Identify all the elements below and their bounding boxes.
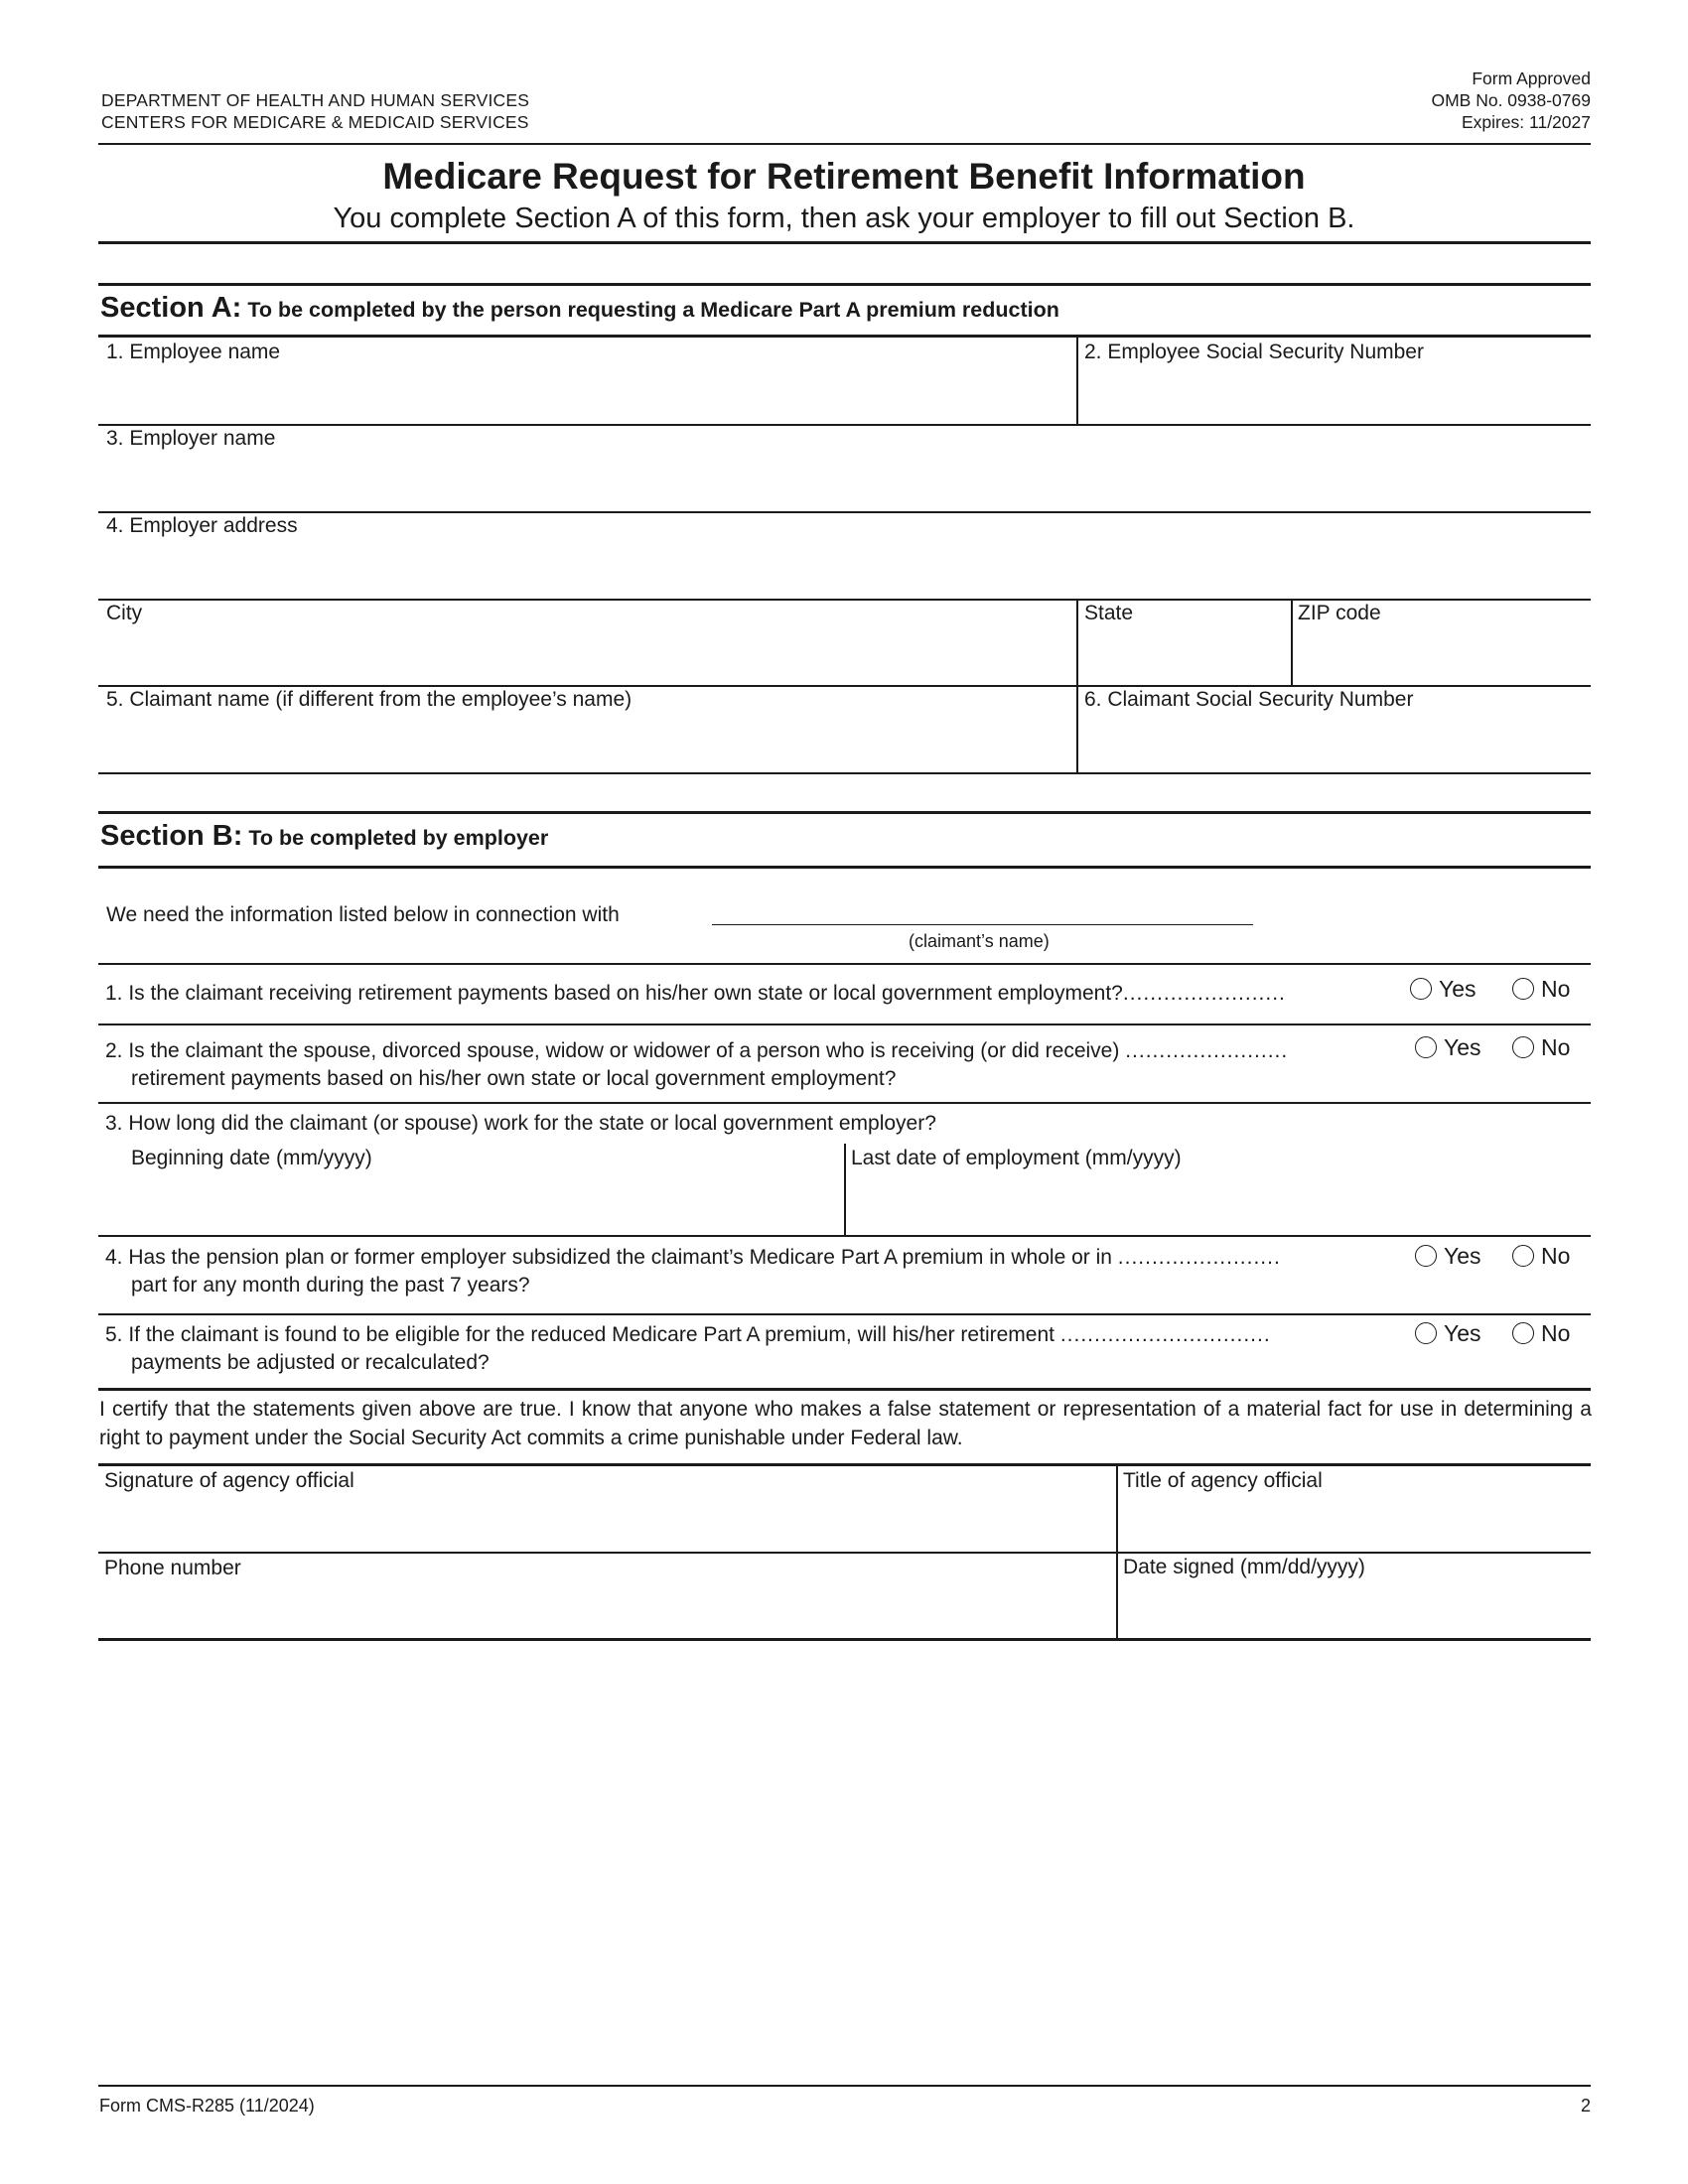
zip-code-label: ZIP code [1298, 602, 1381, 624]
q2-yes-label: Yes [1444, 1034, 1481, 1060]
radio-circle-icon[interactable] [1512, 1036, 1534, 1058]
q4-no-option[interactable] [1512, 1242, 1570, 1270]
claimant-ssn-label: 6. Claimant Social Security Number [1084, 688, 1414, 711]
question-2-leader: ........................ [1125, 1039, 1289, 1062]
section-a-head-rule [98, 335, 1591, 338]
signature-top-rule [98, 1463, 1591, 1466]
divider [1076, 686, 1078, 773]
question-4-text-line2: part for any month during the past 7 years? [131, 1274, 530, 1297]
intro-text: We need the information listed below in connection with [106, 903, 620, 926]
signature-label: Signature of agency official [104, 1469, 354, 1492]
page-subtitle: You complete Section A of this form, then ask your employer to fill out Section B. [333, 203, 1355, 234]
agency-line-1: DEPARTMENT OF HEALTH AND HUMAN SERVICES [101, 90, 530, 110]
q4-no-label: No [1541, 1243, 1571, 1269]
phone-number-label: Phone number [104, 1557, 241, 1579]
radio-circle-icon[interactable] [1410, 978, 1432, 1000]
employer-address-label: 4. Employer address [106, 514, 298, 537]
row-rule [98, 1102, 1591, 1104]
section-a-label: Section A: [100, 292, 242, 324]
section-b-heading [100, 820, 548, 853]
q2-no-label: No [1541, 1034, 1571, 1060]
row-rule [98, 511, 1591, 513]
q5-no-label: No [1541, 1320, 1571, 1346]
question-4-text-line1: 4. Has the pension plan or former employer subsidized the claimant’s Medicare Part A premium in whole or in [105, 1246, 1112, 1269]
q5-no-option[interactable] [1512, 1319, 1570, 1347]
signature-bottom-rule [98, 1638, 1591, 1641]
row-rule [98, 1235, 1591, 1237]
question-4-leader: ........................ [1117, 1246, 1281, 1269]
row-rule [98, 424, 1591, 426]
employee-name-label: 1. Employee name [106, 341, 281, 363]
question-5-text-line2: payments be adjusted or recalculated? [131, 1351, 490, 1374]
agency-block [101, 89, 529, 133]
q5-yes-option[interactable] [1415, 1319, 1481, 1347]
radio-circle-icon[interactable] [1512, 1245, 1534, 1267]
q1-no-label: No [1541, 976, 1571, 1002]
header-rule [98, 143, 1591, 145]
row-rule [98, 1552, 1591, 1554]
expiration-date: Expires: 11/2027 [1461, 112, 1591, 132]
claimant-name-caption: (claimant’s name) [909, 931, 1050, 951]
form-id: Form CMS-R285 (11/2024) [99, 2096, 315, 2116]
state-label: State [1084, 602, 1134, 624]
question-4 [105, 1244, 1281, 1299]
certification-statement: I certify that the statements given above are true. I know that anyone who makes a false statement or representation of a material fact for use in determining a right to payment under the Social Security Act commits a crime punishable under Federal law. [99, 1398, 1592, 1449]
q4-yes-option[interactable] [1415, 1242, 1481, 1270]
page-number: 2 [1580, 2096, 1591, 2116]
q1-yes-option[interactable] [1410, 975, 1477, 1003]
question-5-leader: ............................... [1059, 1323, 1271, 1346]
date-signed-label: Date signed (mm/dd/yyyy) [1123, 1556, 1365, 1578]
section-a-description: To be completed by the person requesting a Medicare Part A premium reduction [247, 298, 1059, 322]
section-b-head-rule [98, 866, 1591, 869]
question-2 [105, 1037, 1288, 1093]
question-1-text: 1. Is the claimant receiving retirement payments based on his/her own state or local government employment? [105, 982, 1123, 1005]
employee-ssn-label: 2. Employee Social Security Number [1084, 341, 1424, 363]
claimant-name-label: 5. Claimant name (if different from the employee’s name) [106, 688, 633, 711]
city-label: City [106, 602, 143, 624]
divider [1291, 599, 1293, 686]
divider [1076, 599, 1078, 686]
claimant-name-blank[interactable] [712, 924, 1253, 925]
section-a-heading [100, 292, 1059, 325]
question-2-text-line2: retirement payments based on his/her own state or local government employment? [131, 1067, 897, 1090]
section-a-top-rule [98, 283, 1591, 286]
agency-title-label: Title of agency official [1123, 1469, 1323, 1492]
radio-circle-icon[interactable] [1512, 1322, 1534, 1344]
page-title: Medicare Request for Retirement Benefit Information [382, 156, 1306, 197]
form-approved-text: Form Approved [1472, 68, 1591, 88]
q2-no-option[interactable] [1512, 1033, 1570, 1061]
question-2-text-line1: 2. Is the claimant the spouse, divorced spouse, widow or widower of a person who is receiving (or did receive) [105, 1039, 1120, 1062]
question-1-leader: ........................ [1122, 982, 1286, 1005]
q1-yes-label: Yes [1439, 976, 1477, 1002]
q5-yes-label: Yes [1444, 1320, 1481, 1346]
radio-circle-icon[interactable] [1415, 1245, 1437, 1267]
row-rule [98, 963, 1591, 965]
last-date-label: Last date of employment (mm/yyyy) [851, 1147, 1182, 1169]
divider [844, 1144, 846, 1235]
beginning-date-label: Beginning date (mm/yyyy) [131, 1147, 372, 1169]
agency-line-2: CENTERS FOR MEDICARE & MEDICAID SERVICES [101, 112, 529, 132]
section-a-bottom-rule [98, 772, 1591, 774]
row-rule [98, 1388, 1591, 1391]
radio-circle-icon[interactable] [1415, 1322, 1437, 1344]
divider [1076, 338, 1078, 425]
question-1 [105, 980, 1286, 1008]
radio-circle-icon[interactable] [1512, 978, 1534, 1000]
title-rule [98, 241, 1591, 244]
q2-yes-option[interactable] [1415, 1033, 1481, 1061]
section-b-label: Section B: [100, 820, 243, 852]
omb-number: OMB No. 0938-0769 [1431, 90, 1591, 110]
question-5-text-line1: 5. If the claimant is found to be eligible for the reduced Medicare Part A premium, will his/her retirement [105, 1323, 1055, 1346]
section-b-top-rule [98, 811, 1591, 814]
row-rule [98, 1024, 1591, 1025]
question-3-text: 3. How long did the claimant (or spouse) work for the state or local government employer? [105, 1112, 936, 1135]
question-5 [105, 1321, 1271, 1377]
section-b-description: To be completed by employer [248, 826, 549, 850]
q4-yes-label: Yes [1444, 1243, 1481, 1269]
footer-rule [98, 2085, 1591, 2087]
form-approval-block [1431, 68, 1591, 133]
row-rule [98, 1313, 1591, 1315]
q1-no-option[interactable] [1512, 975, 1570, 1003]
radio-circle-icon[interactable] [1415, 1036, 1437, 1058]
employer-name-label: 3. Employer name [106, 427, 276, 450]
